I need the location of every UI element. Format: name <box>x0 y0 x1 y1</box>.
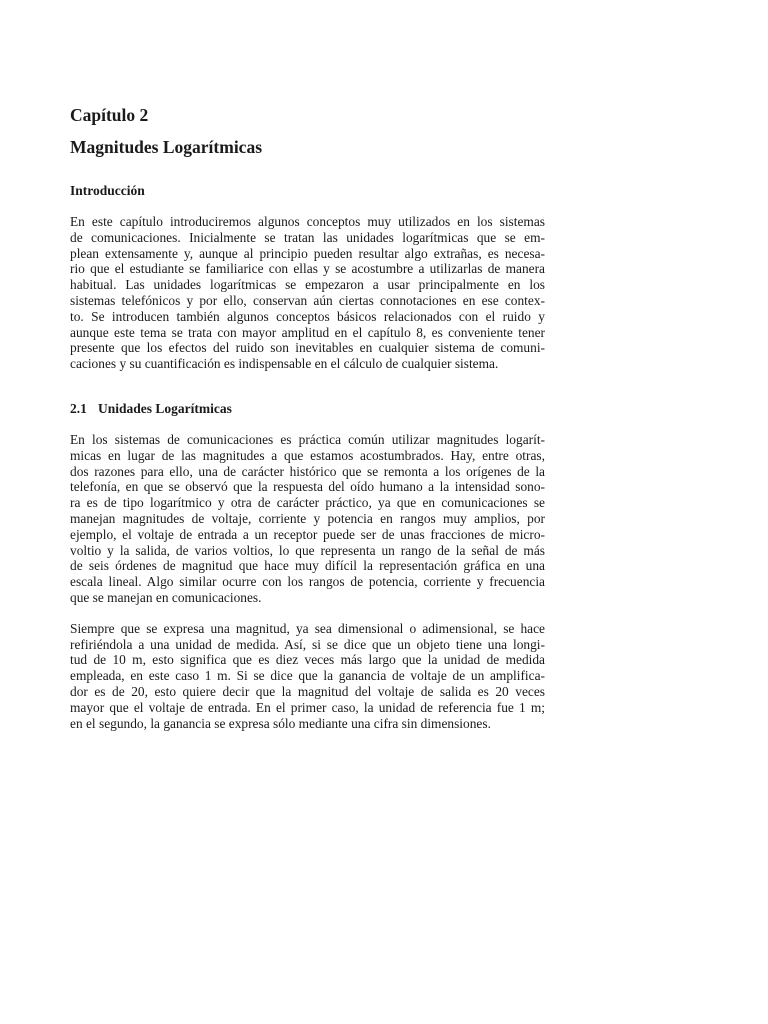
paragraph-line: ejemplo, el voltaje de entrada a un receptor puede ser de unas fracciones de micro- <box>70 526 545 542</box>
section-number: 2.1 <box>70 400 87 416</box>
paragraph-line: dos razones para ello, una de carácter histórico que se remonta a los orígenes de la <box>70 463 545 479</box>
paragraph-line: dor es de 20, esto quiere decir que la magnitud del voltaje de salida es 20 veces <box>70 683 545 699</box>
paragraph-line: En los sistemas de comunicaciones es práctica común utilizar magnitudes logarít- <box>70 431 545 447</box>
paragraph-line: to. Se introducen también algunos conceptos básicos relacionados con el ruido y <box>70 308 545 324</box>
paragraph-line: voltio y la salida, de varios voltios, lo que representa un rango de la señal de más <box>70 542 545 558</box>
paragraph-line: que se manejan en comunicaciones. <box>70 589 262 605</box>
section-heading <box>70 400 545 418</box>
paragraph-line: refiriéndola a una unidad de medida. Así, si se dice que un objeto tiene una longi- <box>70 636 545 652</box>
chapter-number: Capítulo 2 <box>70 105 149 125</box>
introduction-heading: Introducción <box>70 183 145 198</box>
paragraph-line: sistemas telefónicos y por ello, conservan aún ciertas connotaciones en ese contex- <box>70 292 545 308</box>
paragraph-line: ra es de tipo logarítmico y otra de carácter práctico, ya que en comunicaciones se <box>70 495 545 511</box>
paragraph-line: empleada, en este caso 1 m. Si se dice que la ganancia de voltaje de un amplifica- <box>70 668 545 684</box>
document-page <box>70 104 545 731</box>
paragraph-line: de comunicaciones. Inicialmente se tratan las unidades logarítmicas que se em- <box>70 229 545 245</box>
paragraph-line: En este capítulo introduciremos algunos conceptos muy utilizados en los sistemas <box>70 214 545 229</box>
paragraph-line: micas en lugar de las magnitudes a que estamos acostumbrados. Hay, entre otras, <box>70 447 545 463</box>
paragraph-line: rio que el estudiante se familiarice con ellas y se acostumbre a utilizarlas de manera <box>70 261 545 277</box>
paragraph-line: presente que los efectos del ruido son inevitables en cualquier sistema de comuni- <box>70 340 545 356</box>
paragraph-line: de seis órdenes de magnitud que hace muy difícil la representación gráfica en una <box>70 558 545 574</box>
paragraph-line: telefonía, en que se observó que la respuesta del oído humano a la intensidad sono- <box>70 479 545 495</box>
paragraph-line: manejan magnitudes de voltaje, corriente y potencia en rangos muy amplios, por <box>70 510 545 526</box>
paragraph-line: habitual. Las unidades logarítmicas se empezaron a usar principalmente en los <box>70 277 545 293</box>
chapter-title: Magnitudes Logarítmicas <box>70 137 263 157</box>
paragraph-line: caciones y su cuantificación es indispensable en el cálculo de cualquier sistema. <box>70 356 499 372</box>
section-paragraph-1 <box>70 432 545 606</box>
paragraph-line: escala lineal. Algo similar ocurre con los rangos de potencia, corriente y frecuencia <box>70 574 545 590</box>
section-title: Unidades Logarítmicas <box>98 400 232 416</box>
paragraph-line: Siempre que se expresa una magnitud, ya sea dimensional o adimensional, se hace <box>70 620 545 636</box>
paragraph-line: plean extensamente y, aunque al principio pueden resultar algo extrañas, es necesa- <box>70 245 545 261</box>
paragraph-line: tud de 10 m, esto significa que es diez veces más largo que la unidad de medida <box>70 652 545 668</box>
paragraph-line: aunque este tema se trata con mayor amplitud en el capítulo 8, es conveniente tener <box>70 324 545 340</box>
paragraph-line: en el segundo, la ganancia se expresa sólo mediante una cifra sin dimensiones. <box>70 715 491 731</box>
section-paragraph-2 <box>70 621 545 732</box>
paragraph-line: mayor que el voltaje de entrada. En el primer caso, la unidad de referencia fue 1 m; <box>70 699 545 715</box>
introduction-paragraph <box>70 214 545 372</box>
